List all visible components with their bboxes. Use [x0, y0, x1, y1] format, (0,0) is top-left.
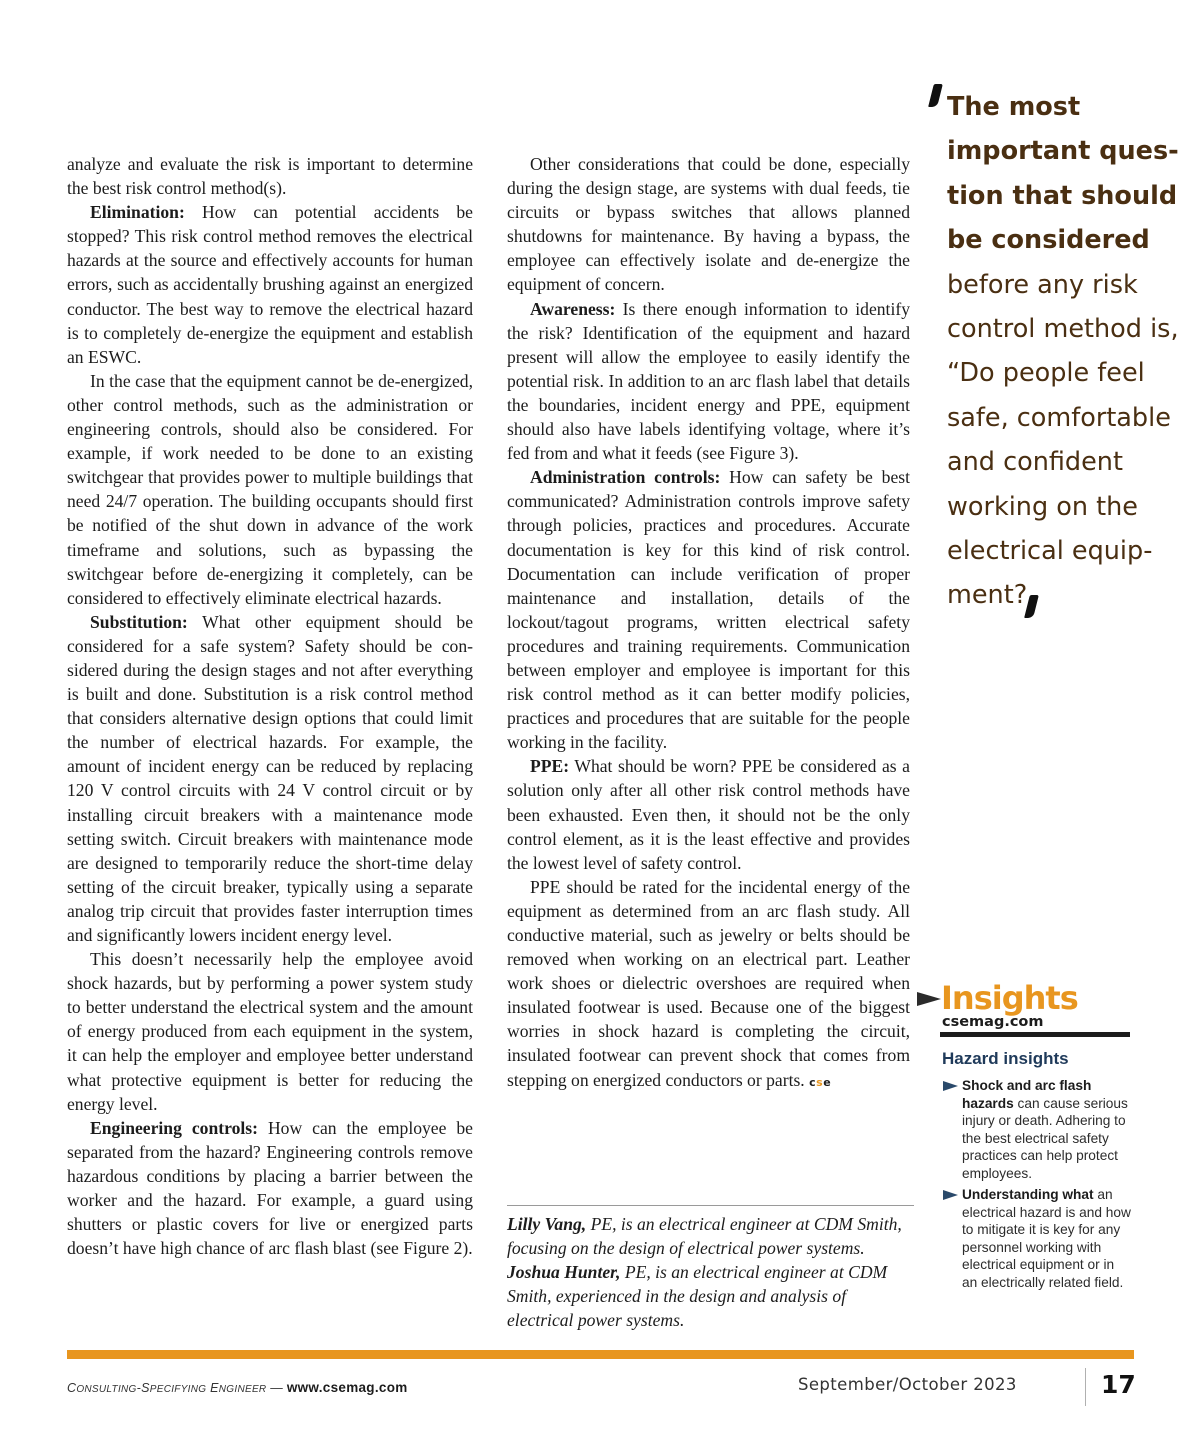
end-mark-logo: cse — [809, 1075, 832, 1089]
pull-quote: The most important question that should be considered before any risk control method is, “Do people feel safe, comfortable and confident working on the electrical equipment? — [947, 92, 1179, 611]
insights-arrow-icon — [917, 992, 941, 1006]
list-item: Understanding what an electrical hazard is and how to mitigate it is key for any personnel working with electrical equipment or in an electrically related field. — [943, 1186, 1133, 1291]
page-number: 17 — [1101, 1370, 1136, 1399]
author-name: Lilly Vang, — [507, 1214, 587, 1234]
run-in-heading: Elimination: — [90, 202, 185, 223]
paragraph: PPE should be rated for the incidental energy of the equipment as determined from an arc flash study. All conductive material, such as jewelry or belts should be removed when working on an electrical part. Leather work shoes or dielectric overshoes are required when insulated footwear is used. Because one of the biggest worries in shock hazard is completing the circuit, insulated footwear can prevent shock that comes from stepping on energized conductors or parts. cse — [507, 876, 910, 1090]
arrow-bullet-icon — [943, 1081, 958, 1091]
paragraph: This doesn’t necessarily help the employee avoid shock hazards, but by performing a power system study to better understand the electrical system and the amount of energy produced from each equipment in the system, it can help the employer and employee better understand what protective equipment is better for reducing the energy level. — [67, 949, 473, 1114]
paragraph: Other considerations that could be done, especially during the design stage, are systems with dual feeds, tie circuits or bypass switches that allows planned shutdowns for maintenance. By having a bypass, the employee can effectively isolate and de-energize the equipment of concern. — [507, 154, 910, 295]
author-bio: Lilly Vang, PE, is an electrical engineer at CDM Smith, focusing on the design of electrical power systems. Joshua Hunter, PE, is an electrical engineer at CDM Smith, experienced in the design and analysis of electrical power systems. — [507, 1214, 902, 1331]
insights-rule — [940, 1032, 1130, 1037]
footer-issue-date: September/October 2023 — [798, 1375, 1017, 1394]
paragraph-engineering-controls: Engineering controls: How can the employee be separated from the hazard? Engineering controls remove hazardous conditions by placing a barrier between the worker and the hazard. For example, a guard using shutters or plastic covers for live or energized parts doesn’t have high chance of arc flash blast (see Figure 2). — [67, 1117, 473, 1259]
footer-accent-bar — [67, 1350, 1134, 1359]
insights-list — [943, 1077, 1133, 1295]
paragraph-administration-controls: Administration controls: How can safety be best communicated? Administration controls improve safety through policies, practices and procedures. Accurate documentation is key for this kind of risk control. Documentation can include verification of proper maintenance and installation, details of the lockout/tagout programs, written electrical safety procedures and training requirements. Communication between employer and employee is important for this risk control method as it can better modify policies, practices and procedures that are suitable for the people working in the facility. — [507, 467, 910, 753]
article-column-left — [67, 152, 473, 1260]
paragraph: In the case that the equipment cannot be de-energized, other control methods, such as the administration or engineering controls, should also be considered. For example, if work needed to be done to an existing switchgear that provides power to multiple buildings that need 24/7 operation. The building occupants should first be notified of the shut down in advance of the work timeframe and solutions, such as bypassing the switchgear before de-energizing it completely, can be considered to effectively eliminate electrical hazards. — [67, 370, 473, 608]
bio-divider — [507, 1205, 914, 1206]
run-in-heading: Engineering controls: — [90, 1117, 258, 1138]
footer-publication: CONSULTING-SPECIFYING ENGINEER — www.csemag.com — [67, 1380, 408, 1395]
insights-heading: Hazard insights — [942, 1049, 1069, 1068]
footer-site-link[interactable]: www.csemag.com — [286, 1380, 408, 1395]
paragraph-ppe: PPE: What should be worn? PPE be considered as a solution only after all other risk control methods have been exhausted. Even then, it should not be the only control element, as it is the least effective and provides the lowest level of safety control. — [507, 756, 910, 873]
run-in-heading: Substitution: — [90, 611, 188, 632]
paragraph: analyze and evaluate the risk is important to determine the best risk control method(s). — [67, 154, 473, 199]
paragraph-elimination: Elimination: How can potential accidents be stopped? This risk control method removes the electrical hazards at the source and effectively accounts for human errors, such as accidentally brushing against an energized conductor. The best way to remove the electrical hazard is to completely de-energize the equipment and establish an ESWC. — [67, 202, 473, 367]
paragraph-substitution: Substitution: What other equipment should be considered for a safe system? Safety should be considered during the design stages and not after everything is built and done. Substitution is a risk control method that considers alternative design options that could limit the number of electrical hazards. For example, the amount of incident energy can be reduced by replacing 120 V control circuits with 24 V control circuit or by installing circuit breakers with a maintenance mode setting switch. Circuit breakers with maintenance mode are designed to temporarily reduce the short-time delay setting of the circuit breaker, typically using a separate analog trip circuit that provides faster interruption times and significantly lowers incident energy level. — [67, 611, 473, 945]
arrow-bullet-icon — [943, 1190, 958, 1200]
run-in-heading: Administration controls: — [530, 467, 721, 488]
footer-divider — [1085, 1368, 1086, 1406]
article-column-middle — [507, 152, 910, 1095]
run-in-heading: Awareness: — [530, 298, 616, 319]
insights-title: Insights — [941, 979, 1078, 1017]
insights-site: csemag.com — [942, 1014, 1044, 1030]
author-name: Joshua Hunter, — [507, 1262, 621, 1283]
list-item: Shock and arc flash hazards can cause serious injury or death. Adhering to the best electrical safety practices can help protect employees. — [943, 1077, 1133, 1182]
run-in-heading: PPE: — [530, 756, 570, 777]
paragraph-awareness: Awareness: Is there enough information to identify the risk? Identification of the equipment and hazard present will allow the employee to easily identify the potential risk. In addition to an arc flash label that details the boundaries, incident energy and PPE, equipment should also have labels identifying voltage, where it’s fed from and what it feeds (see Figure 3). — [507, 298, 910, 464]
open-quote-mark — [928, 84, 943, 107]
